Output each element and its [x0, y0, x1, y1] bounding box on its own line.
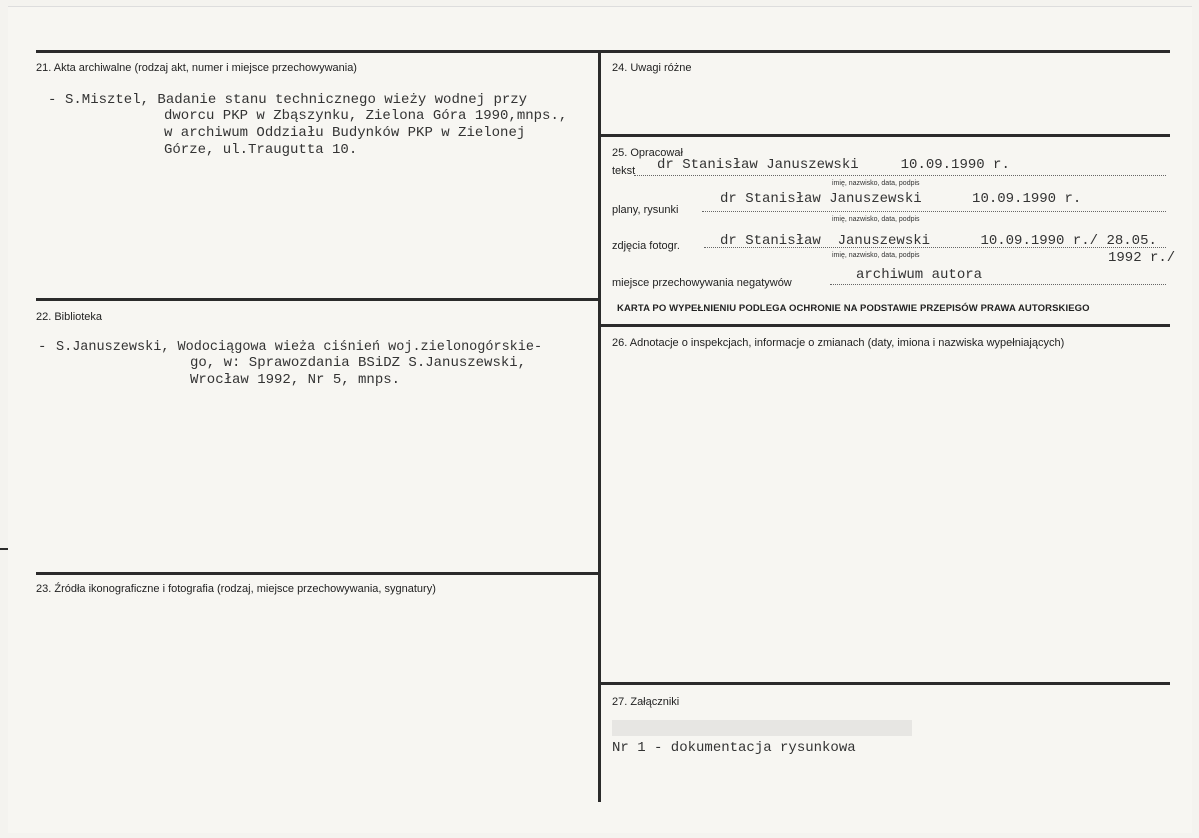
tekst-line	[634, 175, 1166, 176]
rule-24-25	[600, 134, 1170, 137]
zdjecia-value-cont: 1992 r./	[1108, 250, 1176, 266]
section-21-line-1: S.Misztel, Badanie stanu technicznego wieży wodnej przy	[65, 92, 528, 108]
section-22-line-1: S.Januszewski, Wodociągowa wieża ciśnień woj.zielonogórskie-	[56, 340, 543, 355]
plany-line	[702, 211, 1166, 212]
tekst-caption: imię, nazwisko, data, podpis	[832, 180, 920, 187]
attachment-entry: Nr 1 - dokumentacja rysunkowa	[612, 740, 856, 756]
center-divider	[598, 50, 601, 802]
plany-value: dr Stanisław Januszewski 10.09.1990 r.	[720, 191, 1082, 207]
top-rule	[36, 50, 1170, 53]
rule-22-23	[36, 572, 600, 575]
plany-caption: imię, nazwisko, data, podpis	[832, 216, 920, 223]
plany-label: plany, rysunki	[612, 204, 679, 216]
section-25-label: 25. Opracował	[612, 147, 683, 159]
zdjecia-label: zdjęcia fotogr.	[612, 240, 680, 252]
tekst-label: tekst	[612, 165, 636, 177]
section-27-label: 27. Załączniki	[612, 696, 680, 708]
section-24-label: 24. Uwagi różne	[612, 62, 692, 74]
section-26-label: 26. Adnotacje o inspekcjach, informacje o zmianach (daty, imiona i nazwiska wypełniających)	[612, 337, 1065, 349]
section-22-line-2: go, w: Sprawozdania BSiDZ S.Januszewski,	[190, 355, 527, 371]
section-22-label: 22. Biblioteka	[36, 311, 103, 323]
margin-tick	[0, 548, 8, 550]
section-22-bullet: -	[38, 339, 47, 355]
rule-25-26	[600, 324, 1170, 327]
section-21-label: 21. Akta archiwalne (rodzaj akt, numer i miejsce przechowywania)	[36, 62, 357, 74]
negatywy-label: miejsce przechowywania negatywów	[612, 277, 792, 289]
section-22-line-3: Wrocław 1992, Nr 5, mnps.	[190, 372, 401, 388]
copyright-notice: KARTA PO WYPEŁNIENIU PODLEGA OCHRONIE NA PODSTAWIE PRZEPISÓW PRAWA AUTORSKIEGO	[617, 303, 1090, 314]
negatywy-value: archiwum autora	[856, 267, 983, 283]
section-23-label: 23. Źródła ikonograficzne i fotografia (rodzaj, miejsce przechowywania, sygnatury)	[36, 583, 436, 595]
tekst-value: dr Stanisław Januszewski 10.09.1990 r.	[657, 157, 1010, 173]
rule-21-22	[36, 298, 600, 301]
section-21-line-2: dworcu PKP w Zbąszynku, Zielona Góra 1990,mnps.,	[164, 108, 568, 124]
section-21-bullet: -	[48, 92, 57, 108]
zdjecia-caption: imię, nazwisko, data, podpis	[832, 252, 920, 259]
section-21-line-3: w archiwum Oddziału Budynków PKP w Zielonej	[164, 125, 526, 141]
erased-area	[612, 720, 912, 736]
rule-26-27	[600, 682, 1170, 685]
section-21-line-4: Górze, ul.Traugutta 10.	[164, 142, 358, 158]
negatywy-line	[830, 284, 1166, 285]
zdjecia-value: dr Stanisław Januszewski 10.09.1990 r./ 28.05.	[720, 233, 1157, 249]
